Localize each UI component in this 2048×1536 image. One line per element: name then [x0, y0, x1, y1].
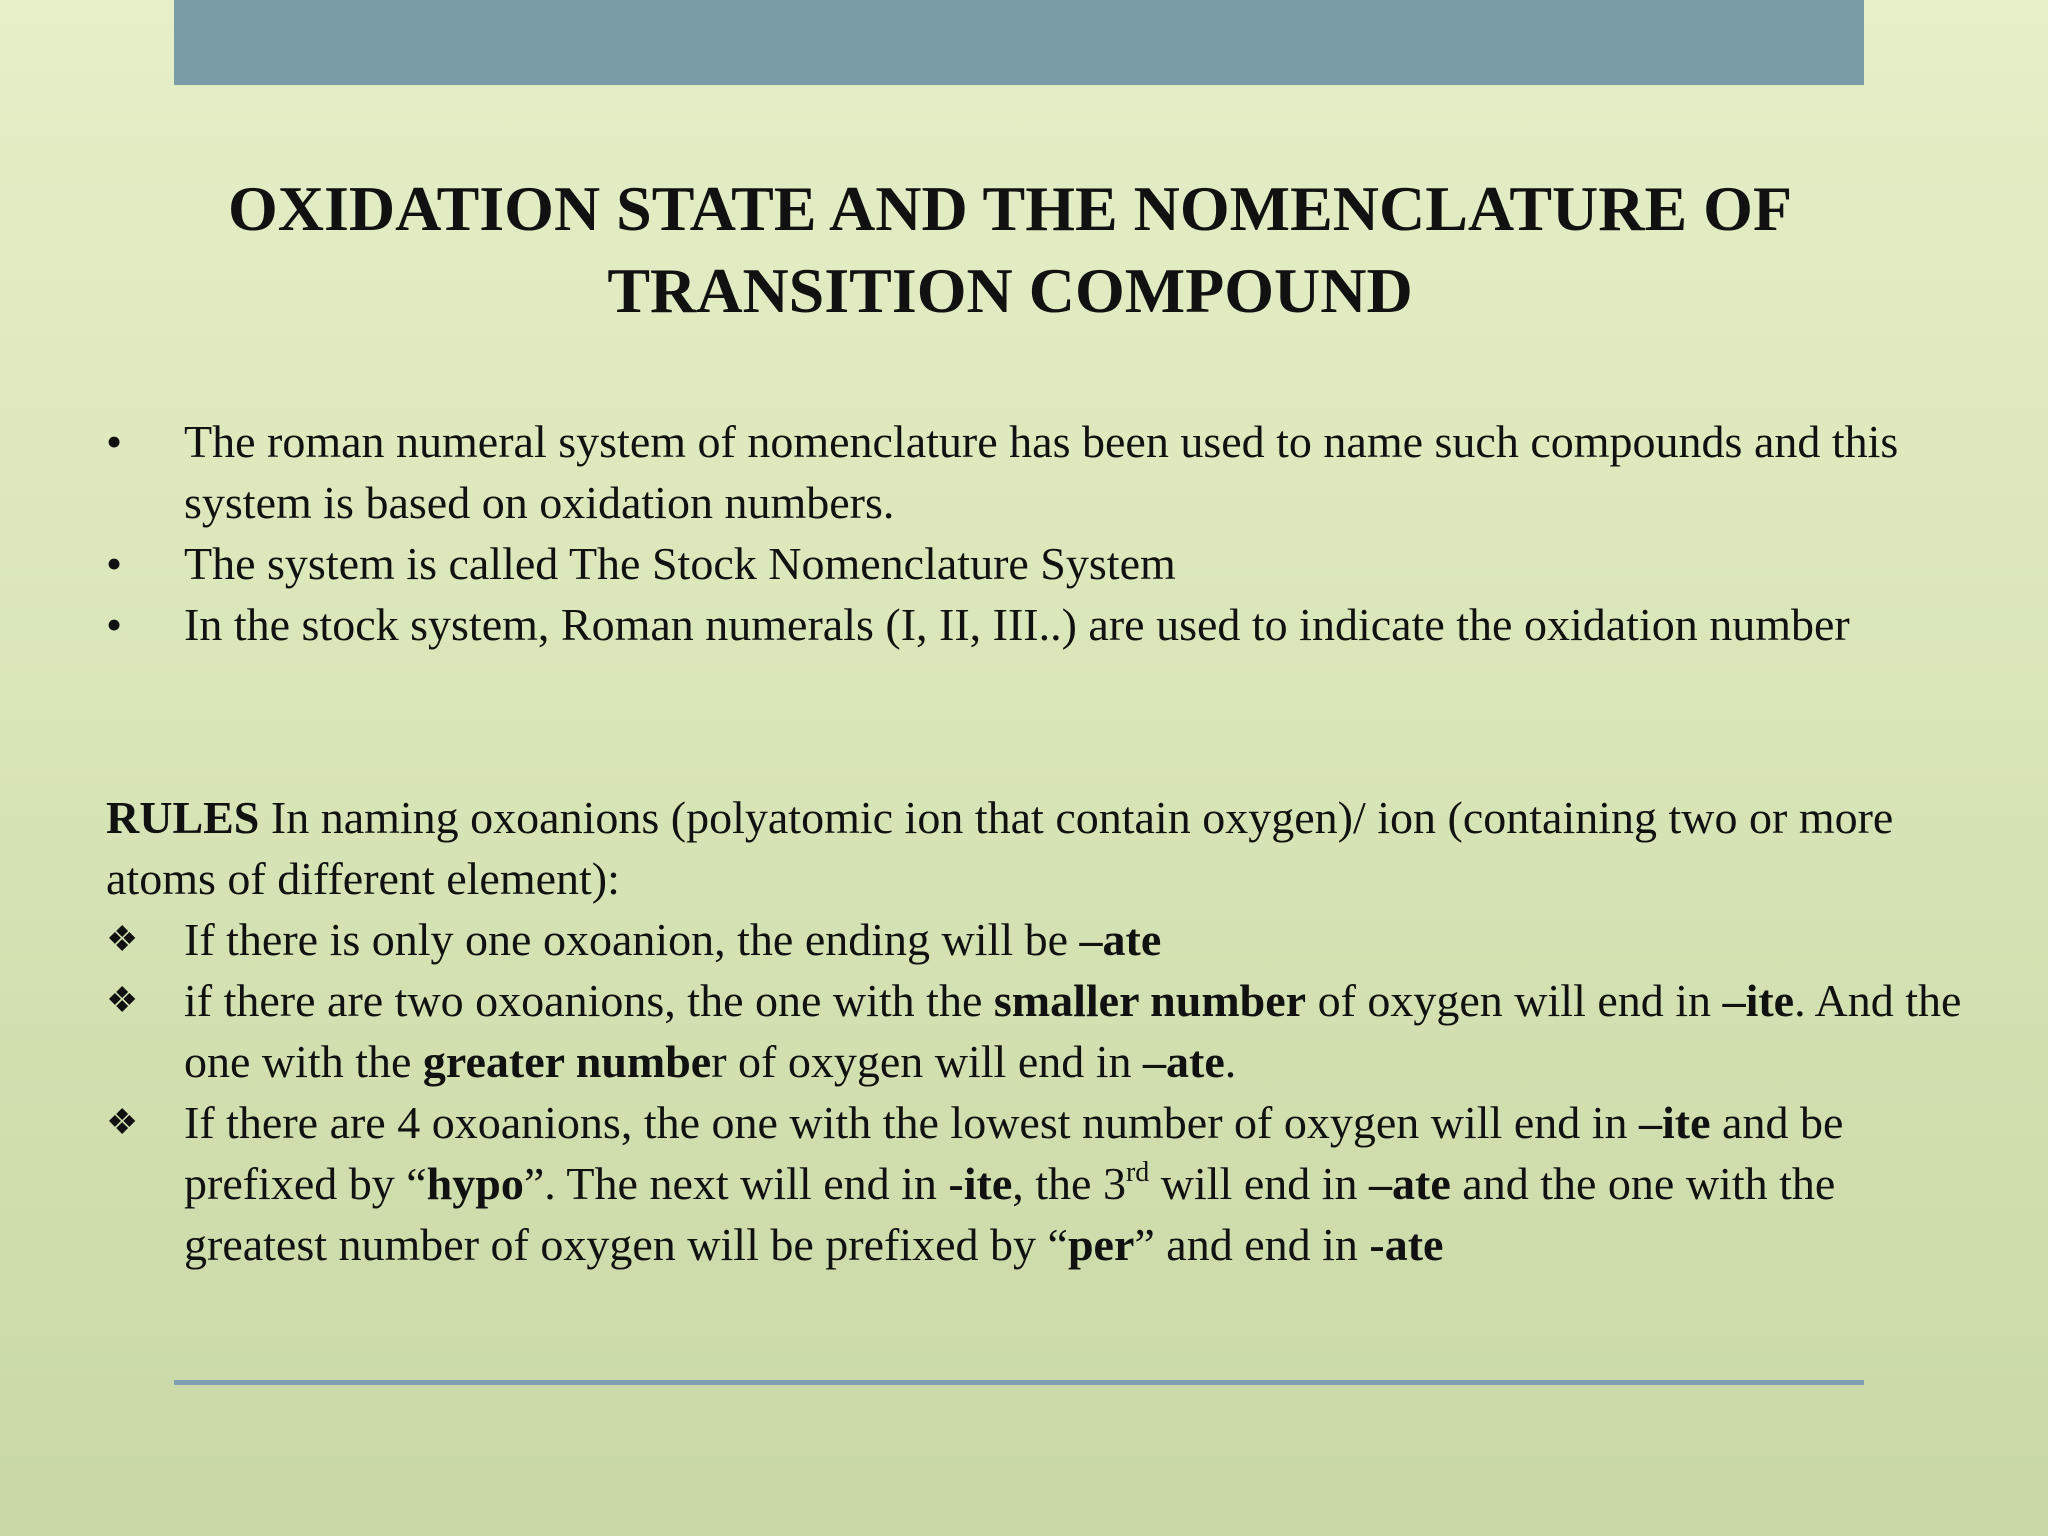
rules-intro-text: In naming oxoanions (polyatomic ion that contain oxygen)/ ion (containing two or more atoms of different element):	[106, 792, 1894, 904]
rule-text: If there are 4 oxoanions, the one with the lowest number of oxygen will end in –ite and be prefixed by “hypo”. The next will end in -ite, the 3rd will end in –ate and the one with the greatest number of oxygen will be prefixed by “per” and end in -ate	[184, 1097, 1844, 1270]
diamond-bullet-icon: ❖	[106, 980, 139, 1020]
rules-label: RULES	[106, 792, 260, 843]
rule-item	[106, 909, 1966, 970]
bullet-mark: •	[106, 538, 123, 589]
bullet-item	[106, 594, 1966, 655]
bullet-list	[106, 411, 1966, 655]
rule-item	[106, 1092, 1966, 1275]
bullet-text: In the stock system, Roman numerals (I, II, III..) are used to indicate the oxidation number	[184, 599, 1850, 650]
rule-text: if there are two oxoanions, the one with the smaller number of oxygen will end in –ite. And the one with the greater number of oxygen will end in –ate.	[184, 975, 1962, 1087]
rules-intro	[106, 787, 1966, 909]
bullet-item	[106, 411, 1966, 533]
bullet-mark: •	[106, 416, 123, 467]
title-line-1: OXIDATION STATE AND THE NOMENCLATURE OF	[227, 173, 1793, 244]
diamond-bullet-icon: ❖	[106, 919, 139, 959]
bullet-text: The system is called The Stock Nomenclature System	[184, 538, 1176, 589]
slide-title	[100, 168, 1920, 332]
rules-section	[106, 787, 1966, 1275]
bullet-item	[106, 533, 1966, 594]
rule-item	[106, 970, 1966, 1092]
top-banner-bar	[174, 0, 1864, 85]
diamond-bullet-icon: ❖	[106, 1102, 139, 1142]
bullet-text: The roman numeral system of nomenclature has been used to name such compounds and this system is based on oxidation numbers.	[184, 416, 1899, 528]
bullet-mark: •	[106, 599, 123, 650]
title-line-2: TRANSITION COMPOUND	[607, 255, 1413, 326]
bottom-divider	[174, 1380, 1864, 1385]
rule-text: If there is only one oxoanion, the ending will be –ate	[184, 914, 1162, 965]
